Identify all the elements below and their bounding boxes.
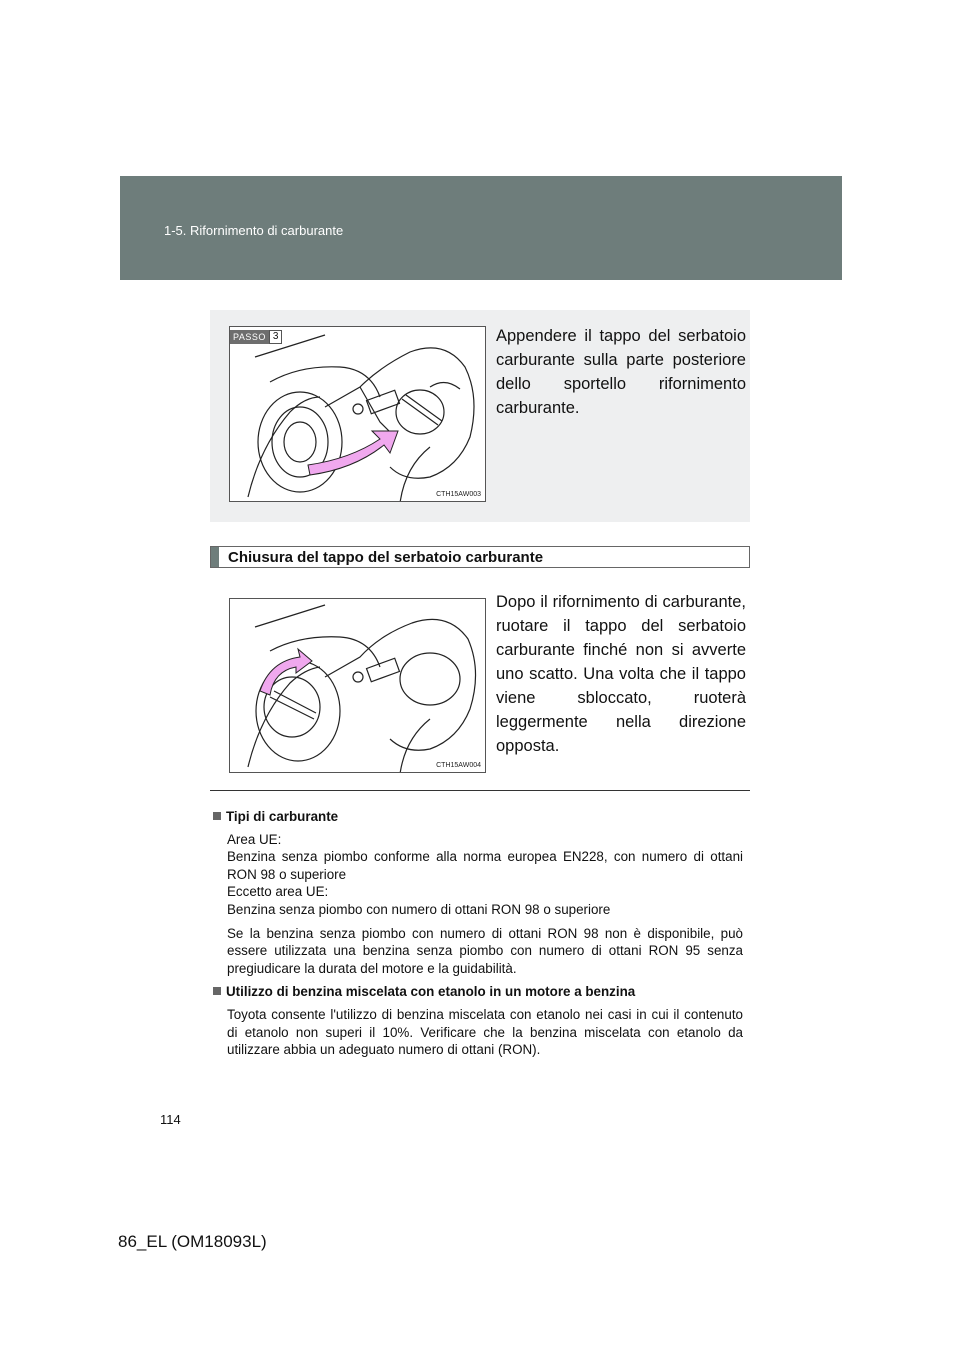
step-number: 3 (269, 330, 283, 344)
note-title-ethanol: Utilizzo di benzina miscelata con etanolo in un motore a benzina (213, 983, 743, 1001)
figure-code: CTH15AW004 (436, 762, 481, 769)
square-bullet-icon (213, 987, 221, 995)
chapter-header (120, 176, 842, 280)
section-divider (210, 790, 750, 791)
step-label: PASSO (230, 330, 269, 344)
square-bullet-icon (213, 812, 221, 820)
figure-code: CTH15AW003 (436, 491, 481, 498)
note-line: Eccetto area UE: (227, 884, 329, 900)
note-line: Benzina senza piombo con numero di ottani RON 98 o superiore (227, 901, 611, 917)
note-title-fuel-types: Tipi di carburante (213, 808, 743, 826)
closing-text: Dopo il rifornimento di carburante, ruotare il tappo del serbatoio carburante finché non si avverte uno scatto. Una volta che il tappo viene sbloccato, ruoterà leggermente nella direzione opposta. (496, 593, 746, 755)
page-number: 114 (160, 1112, 181, 1127)
fuel-cap-hang-drawing (230, 327, 486, 502)
note-line: Area UE: (227, 831, 282, 847)
fuel-cap-close-drawing (230, 599, 486, 773)
step-badge (230, 330, 282, 344)
note-line: Benzina senza piombo conforme alla norma europea EN228, con numero di ottani RON 98 o superiore (227, 849, 743, 882)
step-3-text: Appendere il tappo del serbatoio carburante sulla parte posteriore dello sportello rifornimento carburante. (496, 327, 746, 417)
heading-text: Chiusura del tappo del serbatoio carburante (228, 549, 544, 566)
note-paragraph: Se la benzina senza piombo con numero di ottani RON 98 non è disponibile, può essere utilizzata una benzina senza piombo con numero di ottani RON 95 senza pregiudicare la durata del motore e la guidabilità. (227, 925, 743, 976)
heading-bar (211, 547, 219, 567)
fuel-cap-close-illustration (229, 598, 486, 773)
document-code: 86_EL (OM18093L) (118, 1232, 267, 1251)
section-title: 1-5. Rifornimento di carburante (164, 223, 344, 238)
section-heading (210, 546, 750, 568)
fuel-cap-hang-illustration (229, 326, 486, 502)
note-paragraph: Toyota consente l'utilizzo di benzina miscelata con etanolo nei casi in cui il contenuto di etanolo non superi il 10%. Verificare che la benzina miscelata con etanolo da utilizzare abbia un adeguato numero di ottani (RON). (227, 1006, 743, 1058)
note-body-fuel-types (227, 831, 743, 919)
notes-section (213, 808, 743, 1065)
